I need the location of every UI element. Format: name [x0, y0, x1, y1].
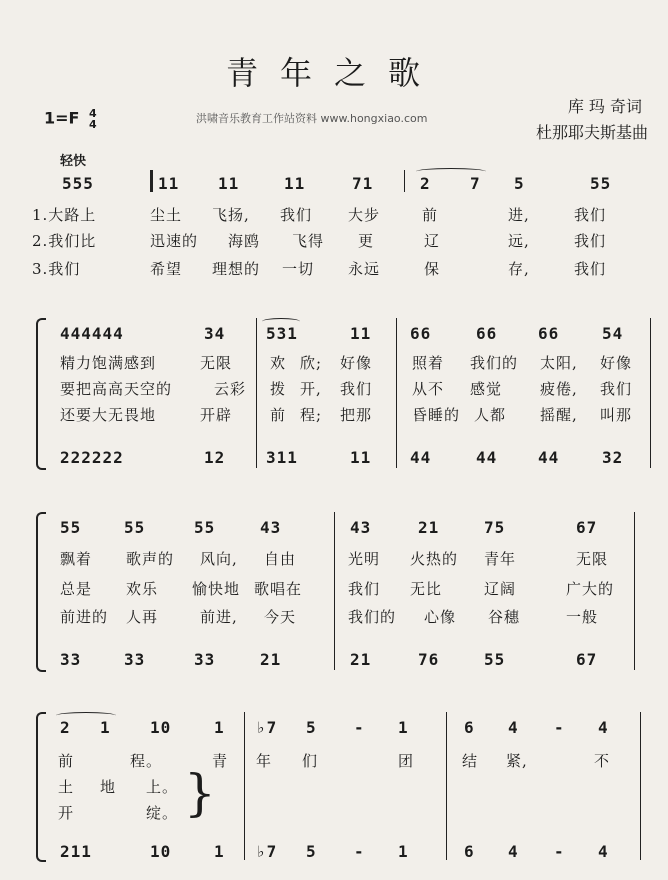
- system-bracket: [36, 712, 46, 862]
- note-group: 11: [350, 324, 372, 343]
- note-group: 55: [590, 174, 612, 193]
- lyric: 我们: [574, 260, 607, 278]
- note-group: 11: [158, 174, 180, 193]
- lyric: 云彩: [214, 380, 247, 398]
- lyric: 昏睡的: [412, 406, 461, 424]
- note-group: 11: [350, 448, 372, 467]
- lyric: 太阳,: [540, 354, 578, 372]
- barline: [256, 318, 257, 468]
- barline: [640, 712, 641, 860]
- note-group: 44: [410, 448, 432, 467]
- lyric: 叫那: [600, 406, 633, 424]
- note-group: -: [354, 718, 365, 737]
- verse-brace: }: [184, 764, 216, 822]
- lyric: 1.大路上: [32, 206, 97, 224]
- lyric: 程。: [130, 752, 163, 770]
- paper-texture: [20, 6, 24, 21]
- note-group: 311: [266, 448, 298, 467]
- note-group: 4: [508, 842, 519, 861]
- note-group: 11: [218, 174, 240, 193]
- note-group: 21: [350, 650, 372, 669]
- lyric: 人都: [474, 406, 507, 424]
- lyric-line: [32, 204, 96, 225]
- lyric: 欢乐: [126, 580, 159, 598]
- note-group: 7: [470, 174, 481, 193]
- lyric: 广大的: [566, 580, 615, 598]
- lyric: 自由: [264, 550, 297, 568]
- lyric: 好像: [600, 354, 633, 372]
- lyric: 前: [270, 406, 287, 424]
- note-group: 555: [62, 174, 94, 193]
- lyric: 飘着: [60, 550, 93, 568]
- note-group: 33: [194, 650, 216, 669]
- lyric: 无比: [410, 580, 443, 598]
- lyric: 要把高高天空的: [60, 380, 173, 398]
- note-group: 1: [398, 842, 409, 861]
- lyric: 我们: [348, 580, 381, 598]
- note-group: 43: [260, 518, 282, 537]
- note-group: 5: [306, 718, 317, 737]
- lyric: 开: [58, 804, 75, 822]
- lyric: 拨: [270, 380, 287, 398]
- lyric: 我们的: [470, 354, 519, 372]
- note-group: 32: [602, 448, 624, 467]
- lyric: 我们: [280, 206, 313, 224]
- lyric: 希望: [150, 260, 183, 278]
- system-bracket: [36, 512, 46, 672]
- lyric: 开辟: [200, 406, 233, 424]
- lyric: 辽阔: [484, 580, 517, 598]
- lyric: 疲倦,: [540, 380, 578, 398]
- lyric: 前: [58, 752, 75, 770]
- lyric: 大步: [348, 206, 381, 224]
- note-group: 6: [464, 718, 475, 737]
- barline: [244, 712, 245, 860]
- key-label: 1=F: [44, 108, 80, 128]
- barline: [650, 318, 651, 468]
- composer-credit: 杜那耶夫斯基曲: [535, 123, 648, 142]
- lyric: 无限: [200, 354, 233, 372]
- lyric: 我们: [574, 206, 607, 224]
- lyric: 风向,: [200, 550, 238, 568]
- note-group: 66: [410, 324, 432, 343]
- note-group: 2: [420, 174, 431, 193]
- lyric: 前: [422, 206, 439, 224]
- lyric: 前进的: [60, 608, 109, 626]
- lyric: 我们的: [348, 608, 397, 626]
- lyric: 前进,: [200, 608, 238, 626]
- lyric: 从不: [412, 380, 445, 398]
- lyric: 我们: [574, 232, 607, 250]
- note-group: ♭7: [256, 718, 278, 737]
- lyric: 进,: [508, 206, 530, 224]
- lyric: 欣;: [300, 354, 323, 372]
- lyric: 飞得: [292, 232, 325, 250]
- lyric: 总是: [60, 580, 93, 598]
- note-group: -: [554, 842, 565, 861]
- note-group: 1: [100, 718, 111, 737]
- lyric: 心像: [424, 608, 457, 626]
- note-group: 4: [598, 842, 609, 861]
- barline: [150, 170, 153, 192]
- note-group: ♭7: [256, 842, 278, 861]
- lyric: 光明: [348, 550, 381, 568]
- barline: [404, 170, 405, 192]
- lyric: 无限: [576, 550, 609, 568]
- system-bracket: [36, 318, 46, 470]
- lyric: 精力饱满感到: [60, 354, 157, 372]
- note-group: 55: [60, 518, 82, 537]
- lyric: 3.我们: [32, 260, 81, 278]
- lyric: 上。: [146, 778, 179, 796]
- note-group: 76: [418, 650, 440, 669]
- note-group: 67: [576, 518, 598, 537]
- lyric: 火热的: [410, 550, 459, 568]
- lyric: 一切: [282, 260, 315, 278]
- note-group: 222222: [60, 448, 124, 467]
- lyric: 理想的: [212, 260, 261, 278]
- lyric: 欢: [270, 354, 287, 372]
- lyric: 歌声的: [126, 550, 175, 568]
- note-group: -: [354, 842, 365, 861]
- note-group: 55: [124, 518, 146, 537]
- note-group: 10: [150, 718, 172, 737]
- lyric: 还要大无畏地: [60, 406, 157, 424]
- lyric: 今天: [264, 608, 297, 626]
- note-group: 444444: [60, 324, 124, 343]
- note-group: 43: [350, 518, 372, 537]
- lyric: 照着: [412, 354, 445, 372]
- note-group: 67: [576, 650, 598, 669]
- meter-bottom: 4: [89, 118, 97, 131]
- lyric: 远,: [508, 232, 530, 250]
- note-group: 75: [484, 518, 506, 537]
- note-group: 55: [194, 518, 216, 537]
- lyric: 摇醒,: [540, 406, 578, 424]
- tie: [416, 168, 486, 175]
- lyric: 飞扬,: [212, 206, 250, 224]
- lyric: 我们: [340, 380, 373, 398]
- lyric: 结: [462, 752, 479, 770]
- lyric: 海鸥: [228, 232, 261, 250]
- note-group: 211: [60, 842, 92, 861]
- note-group: 6: [464, 842, 475, 861]
- lyric: 绽。: [146, 804, 179, 822]
- lyric: 好像: [340, 354, 373, 372]
- lyric: 不: [594, 752, 611, 770]
- lyric: 一般: [566, 608, 599, 626]
- lyric: 们: [302, 752, 319, 770]
- note-group: 531: [266, 324, 298, 343]
- watermark: 洪啸音乐教育工作站资料 www.hongxiao.com: [196, 112, 428, 125]
- slur: [262, 318, 300, 325]
- note-group: 21: [418, 518, 440, 537]
- note-group: 44: [476, 448, 498, 467]
- note-group: 10: [150, 842, 172, 861]
- lyric: 永远: [348, 260, 381, 278]
- tempo-marking: 轻快: [60, 154, 87, 169]
- lyric: 把那: [340, 406, 373, 424]
- lyric: 年: [256, 752, 273, 770]
- lyric: 保: [424, 260, 441, 278]
- lyric: 2.我们比: [32, 232, 97, 250]
- lyric: 存,: [508, 260, 530, 278]
- barline: [396, 318, 397, 468]
- lyric: 团: [398, 752, 415, 770]
- note-group: 66: [476, 324, 498, 343]
- lyric: 谷穗: [488, 608, 521, 626]
- lyric: 尘土: [150, 206, 183, 224]
- lyric: 辽: [424, 232, 441, 250]
- note-group: 5: [514, 174, 525, 193]
- page-title: 青年之歌: [225, 54, 442, 92]
- lyric: 地: [100, 778, 117, 796]
- note-group: 71: [352, 174, 374, 193]
- note-group: 2: [60, 718, 71, 737]
- lyric: 紧,: [506, 752, 528, 770]
- note-group: 33: [60, 650, 82, 669]
- note-group: 1: [214, 718, 225, 737]
- note-group: 4: [508, 718, 519, 737]
- barline: [446, 712, 447, 860]
- note-group: 1: [214, 842, 225, 861]
- lyric: 更: [358, 232, 375, 250]
- barline: [334, 512, 335, 670]
- lyric: 土: [58, 778, 75, 796]
- key-signature: [44, 108, 97, 130]
- note-group: 11: [284, 174, 306, 193]
- time-signature: [89, 108, 97, 130]
- note-group: 12: [204, 448, 226, 467]
- note-group: 44: [538, 448, 560, 467]
- lyric: 程;: [300, 406, 323, 424]
- lyric: 迅速的: [150, 232, 199, 250]
- note-group: 4: [598, 718, 609, 737]
- note-group: 66: [538, 324, 560, 343]
- note-group: 5: [306, 842, 317, 861]
- note-group: 33: [124, 650, 146, 669]
- note-group: 1: [398, 718, 409, 737]
- note-group: -: [554, 718, 565, 737]
- lyric: 我们: [600, 380, 633, 398]
- lyric: 人再: [126, 608, 159, 626]
- meter-top: 4: [89, 107, 97, 120]
- lyric: 愉快地: [192, 580, 241, 598]
- lyric: 歌唱在: [254, 580, 303, 598]
- lyricist-credit: 库 玛 奇词: [567, 97, 642, 116]
- note-group: 34: [204, 324, 226, 343]
- lyric: 开,: [300, 380, 322, 398]
- note-group: 54: [602, 324, 624, 343]
- lyric: 青: [212, 752, 229, 770]
- lyric: 感觉: [470, 380, 503, 398]
- note-group: 21: [260, 650, 282, 669]
- barline: [634, 512, 635, 670]
- note-group: 55: [484, 650, 506, 669]
- lyric: 青年: [484, 550, 517, 568]
